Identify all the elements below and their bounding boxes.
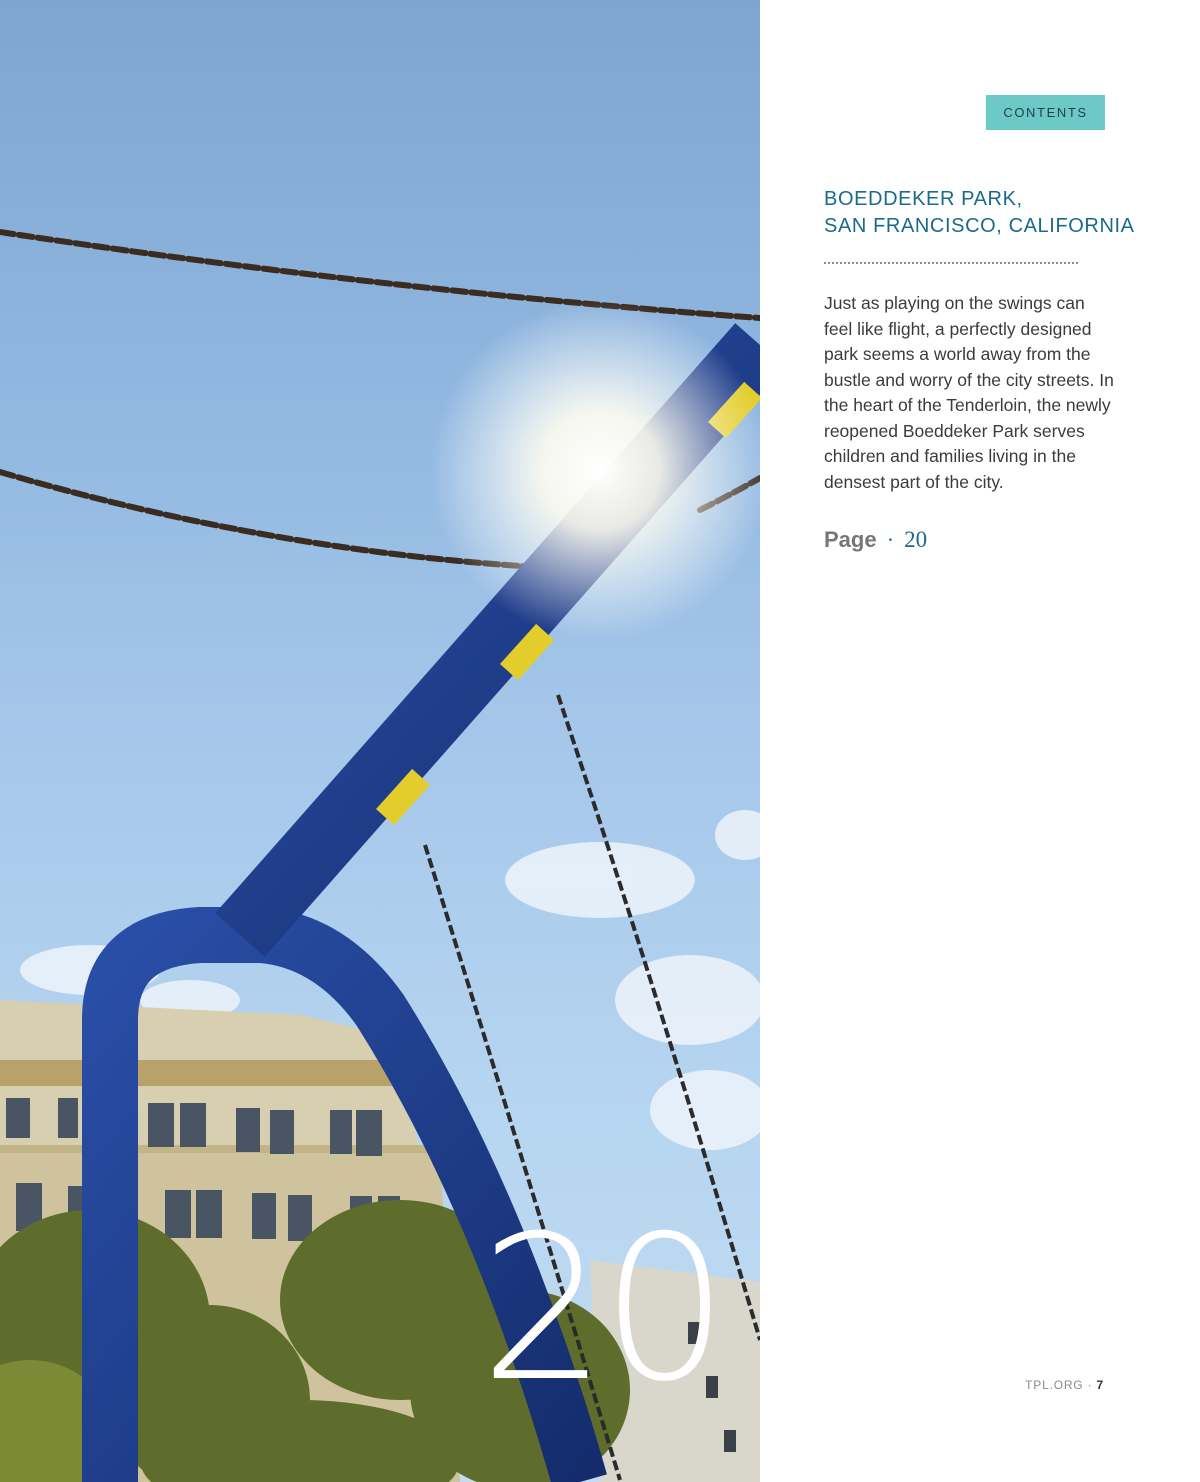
footer-separator: ·	[1087, 1378, 1093, 1392]
article-title	[824, 186, 1135, 240]
page-label: Page	[824, 527, 877, 552]
article-summary: Just as playing on the swings can feel like flight, a perfectly designed park seems a world away from the bustle and worry of the city streets. In the heart of the Tenderloin, the newly reopened Boeddeker Park serves children and families living in the densest part of the city.	[824, 293, 1114, 492]
footer-page-number: 7	[1096, 1378, 1104, 1392]
title-line-1: BOEDDEKER PARK,	[824, 188, 1023, 210]
page-footer	[1025, 1378, 1104, 1392]
contents-button[interactable]: CONTENTS	[986, 95, 1105, 130]
page-reference-link[interactable]	[824, 524, 927, 556]
page-number: 20	[904, 527, 928, 552]
overlay-page-number: 20	[480, 1193, 723, 1426]
page-separator: ·	[886, 527, 895, 552]
title-line-2: SAN FRANCISCO, CALIFORNIA	[824, 215, 1135, 237]
footer-site: TPL.ORG	[1025, 1378, 1084, 1392]
dotted-divider	[824, 262, 1078, 264]
